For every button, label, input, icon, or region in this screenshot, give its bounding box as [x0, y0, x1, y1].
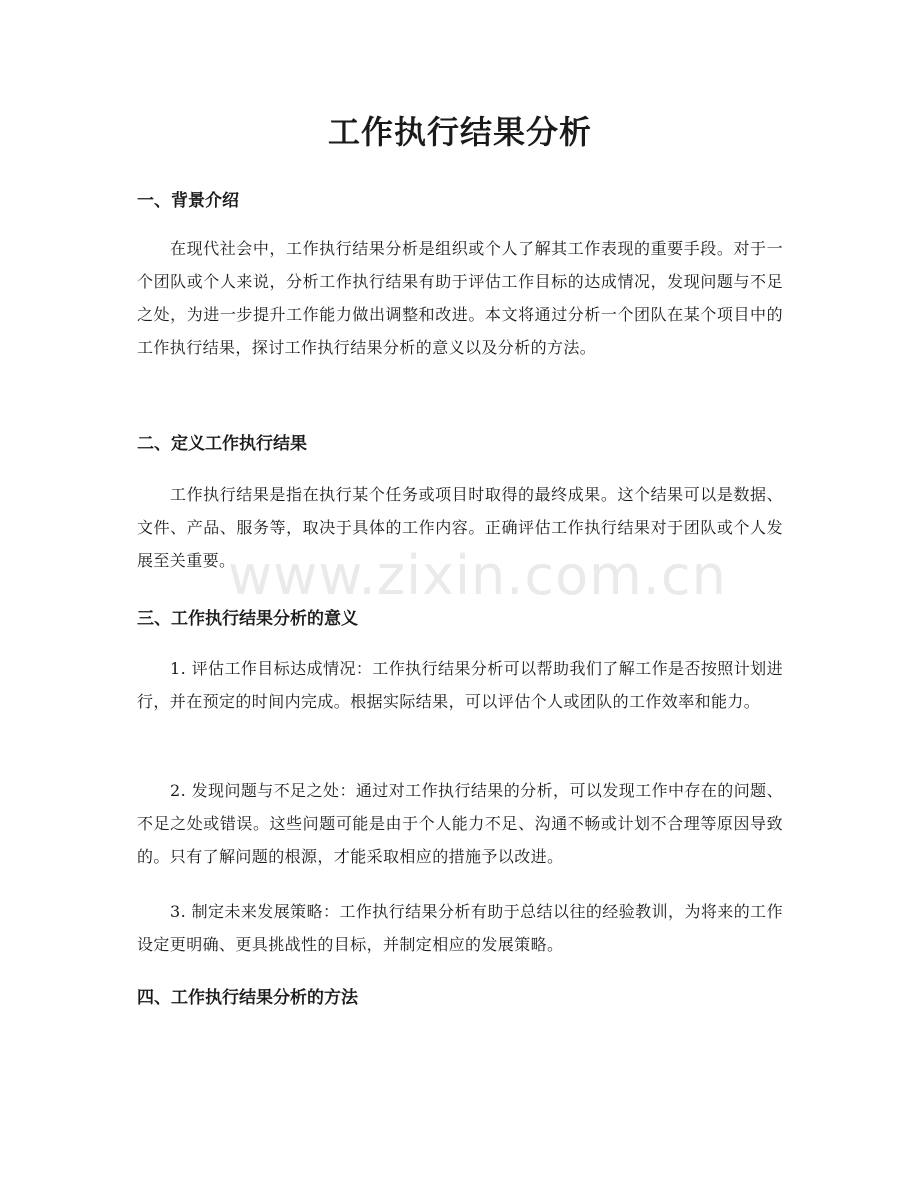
paragraph-definition: 工作执行结果是指在执行某个任务或项目时取得的最终成果。这个结果可以是数据、文件、产品、服务等，取决于具体的工作内容。正确评估工作执行结果对于团队或个人发展至关重要。 [137, 485, 783, 570]
section-heading-background: 一、背景介绍 [137, 191, 239, 211]
watermark: www.zixin.com.cn [228, 544, 727, 607]
paragraph-background: 在现代社会中，工作执行结果分析是组织或个人了解其工作表现的重要手段。对于一个团队或个人来说，分析工作执行结果有助于评估工作目标的达成情况，发现问题与不足之处，为进一步提升工作能力做出调整和改进。本文将通过分析一个团队在某个项目中的工作执行结果，探讨工作执行结果分析的意义以及分析的方法。 [137, 239, 783, 357]
list-item-significance-3: 3. 制定未来发展策略：工作执行结果分析有助于总结以往的经验教训，为将来的工作设定更明确、更具挑战性的目标，并制定相应的发展策略。 [137, 902, 783, 954]
section-heading-definition: 二、定义工作执行结果 [137, 434, 307, 454]
list-item-significance-1: 1. 评估工作目标达成情况：工作执行结果分析可以帮助我们了解工作是否按照计划进行，并在预定的时间内完成。根据实际结果，可以评估个人或团队的工作效率和能力。 [137, 659, 783, 711]
list-item-significance-2: 2. 发现问题与不足之处：通过对工作执行结果的分析，可以发现工作中存在的问题、不足之处或错误。这些问题可能是由于个人能力不足、沟通不畅或计划不合理等原因导致的。只有了解问题的根源，才能采取相应的措施予以改进。 [137, 781, 783, 866]
section-heading-methods: 四、工作执行结果分析的方法 [137, 988, 358, 1008]
section-heading-significance: 三、工作执行结果分析的意义 [137, 609, 358, 629]
page-title: 工作执行结果分析 [327, 113, 592, 151]
